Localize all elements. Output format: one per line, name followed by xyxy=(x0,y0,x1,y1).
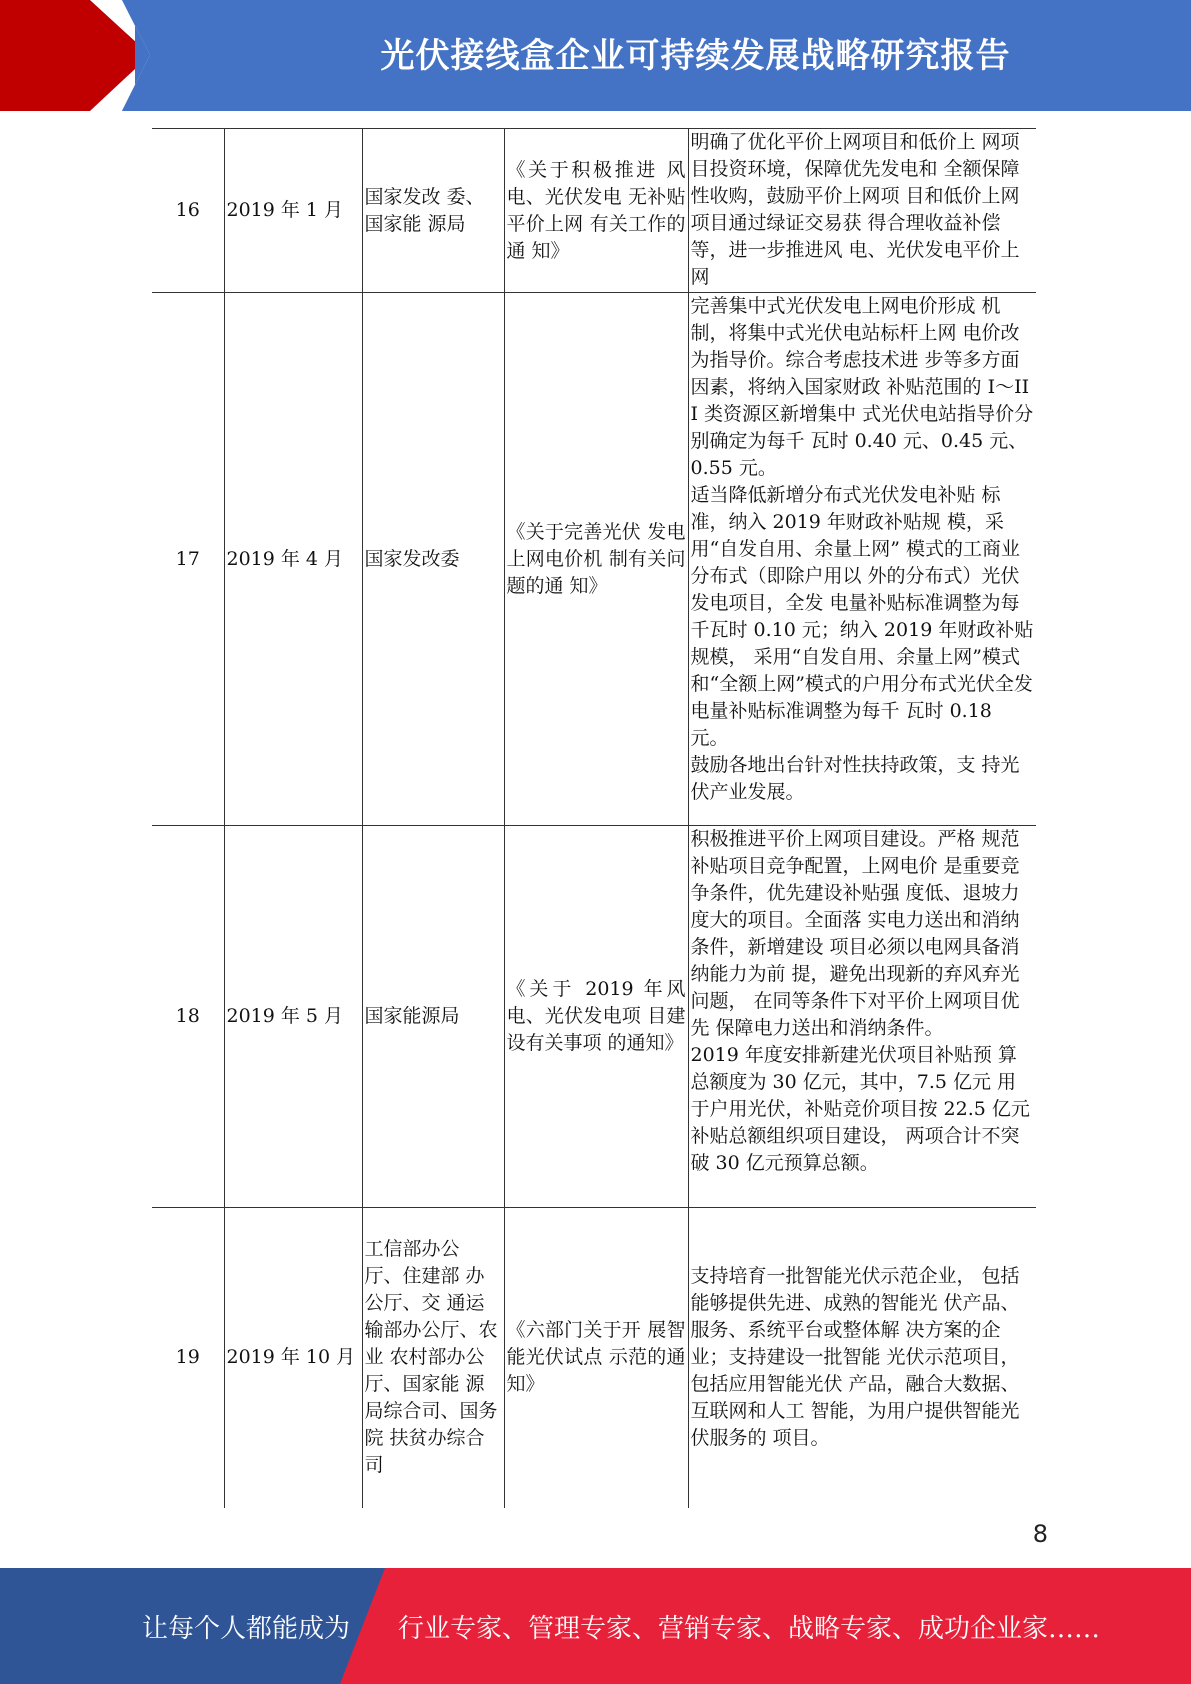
content-paragraph: 明确了优化平价上网项目和低价上 网项目投资环境，保障优先发电和 全额保障性收购，鼓励平价上网项 目和低价上网项目通过绿证交易获 得合理收益补偿等，进一步推进风 电、光伏发电平价上网 xyxy=(690,131,1020,288)
table-row xyxy=(152,293,1036,826)
content-paragraph: 完善集中式光伏发电上网电价形成 机制，将集中式光伏电站标杆上网 电价改为指导价。综合考虑技术进 步等多方面因素，将纳入国家财政 补贴范围的 I～III 类资源区新增集中 式光伏电站指导价分别确定为每千 瓦时 0.40 元、0.45 元、0.55 元。 xyxy=(690,295,1034,479)
content-paragraph: 积极推进平价上网项目建设。严格 规范补贴项目竞争配置，上网电价 是重要竞争条件，优先建设补贴强 度低、退坡力度大的项目。全面落 实电力送出和消纳条件，新增建设 项目必须以电网具备消纳能力为前 提，避免出现新的弃风弃光问题， 在同等条件下对平价上网项目优先 保障电力送出和消纳条件。 xyxy=(690,828,1020,1039)
row-number: 19 xyxy=(152,1208,224,1508)
row-content xyxy=(688,826,1036,1208)
table-row xyxy=(152,826,1036,1208)
policy-table xyxy=(152,128,1036,1508)
row-department: 国家发改 委、国家能 源局 xyxy=(362,129,504,293)
row-content xyxy=(688,129,1036,293)
row-number: 17 xyxy=(152,293,224,826)
page-number: 8 xyxy=(1032,1520,1048,1548)
footer-slogan-left: 让每个人都能成为 xyxy=(142,1614,351,1644)
content-paragraph: 2019 年度安排新建光伏项目补贴预 算总额度为 30 亿元，其中，7.5 亿元 用于户用光伏，补贴竞价项目按 22.5 亿元补贴总额组织项目建设， 两项合计不突破 30 亿元预算总额。 xyxy=(690,1044,1030,1174)
row-department: 国家能源局 xyxy=(362,826,504,1208)
row-document-title: 《关于完善光伏 发电上网电价机 制有关问题的通 知》 xyxy=(504,293,688,826)
table-row xyxy=(152,129,1036,293)
content-paragraph: 支持培育一批智能光伏示范企业， 包括能够提供先进、成熟的智能光 伏产品、服务、系统平台或整体解 决方案的企业；支持建设一批智能 光伏示范项目，包括应用智能光伏 产品，融合大数据、互联网和人工 智能，为用户提供智能光伏服务的 项目。 xyxy=(690,1265,1020,1450)
row-document-title: 《六部门关于开 展智能光伏试点 示范的通知》 xyxy=(504,1208,688,1508)
row-content xyxy=(688,293,1036,826)
row-document-title: 《关于积极推进 风电、光伏发电 无补贴平价上网 有关工作的通 知》 xyxy=(504,129,688,293)
row-number: 16 xyxy=(152,129,224,293)
report-title: 光伏接线盒企业可持续发展战略研究报告 xyxy=(380,36,1011,76)
content-paragraph: 适当降低新增分布式光伏发电补贴 标准，纳入 2019 年财政补贴规 模，采用“自发自用、余量上网” 模式的工商业分布式（即除户用以 外的分布式）光伏发电项目，全发 电量补贴标准调整为每千瓦时 0.10 元；纳入 2019 年财政补贴规模， 采用“自发自用、余量上网”模式 和“全额上网”模式的户用分布式光伏全发电量补贴标准调整为每千 瓦时 0.18 元。 xyxy=(690,484,1034,749)
row-department: 国家发改委 xyxy=(362,293,504,826)
page-header xyxy=(0,0,1191,111)
row-date: 2019 年 1 月 xyxy=(224,129,362,293)
row-date: 2019 年 10 月 xyxy=(224,1208,362,1508)
footer-slogan-right: 行业专家、管理专家、营销专家、战略专家、成功企业家…… xyxy=(398,1614,1101,1644)
row-number: 18 xyxy=(152,826,224,1208)
row-department: 工信部办公 厅、住建部 办公厅、交 通运输部办公厅、农业 农村部办公 厅、国家能 源局综合司、国务院 扶贫办综合 司 xyxy=(362,1208,504,1508)
table-row xyxy=(152,1208,1036,1508)
row-date: 2019 年 4 月 xyxy=(224,293,362,826)
row-date: 2019 年 5 月 xyxy=(224,826,362,1208)
content-paragraph: 鼓励各地出台针对性扶持政策，支 持光伏产业发展。 xyxy=(690,754,1020,803)
row-document-title: 《关于 2019 年风电、光伏发电项 目建设有关事项 的通知》 xyxy=(504,826,688,1208)
page-footer xyxy=(0,1568,1191,1684)
row-content xyxy=(688,1208,1036,1508)
